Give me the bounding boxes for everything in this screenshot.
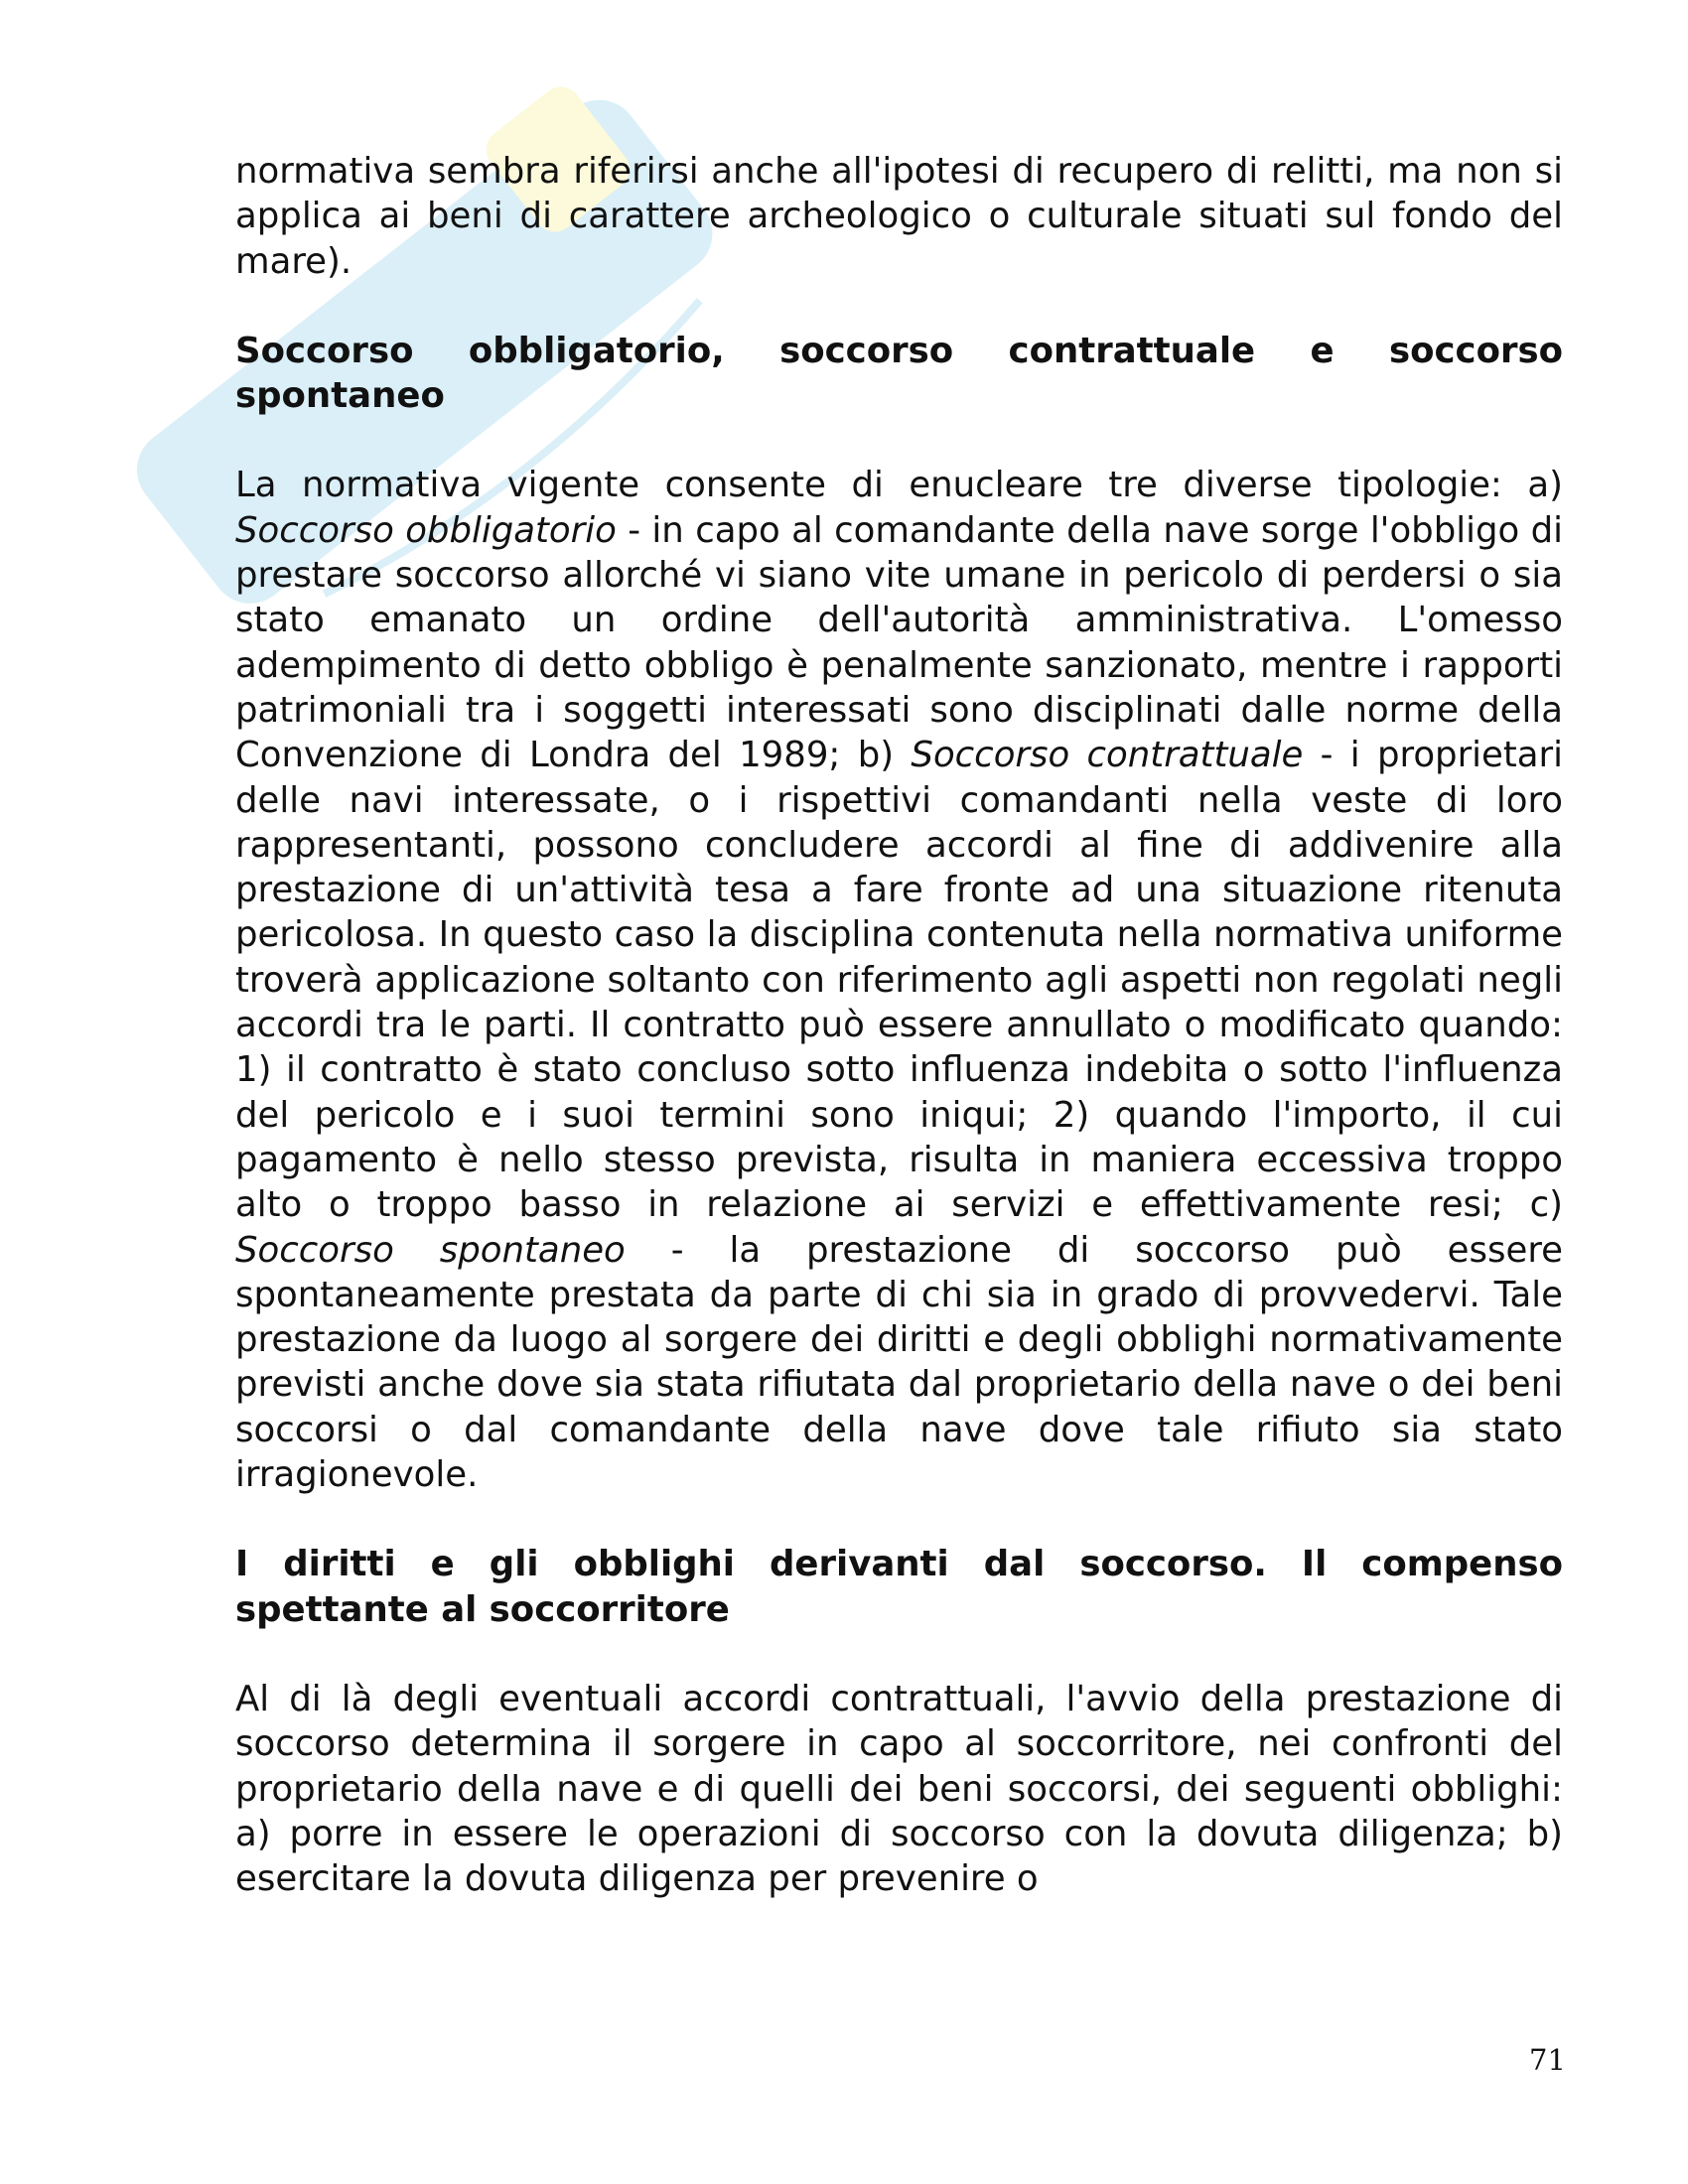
soccorso-types-paragraph	[235, 463, 1563, 1497]
text-run: - in capo al comandante della nave sorge l'obbligo di prestare soccorso allorché vi siano vite umane in pericolo di perdersi o sia stato emanato un ordine dell'autorità amministrativa. L'omesso adempimento di detto obbligo è penalmente sanzionato, mentre i rapporti patrimoniali tra i soggetti interessati sono disciplinati dalle norme della Convenzione di Londra del 1989; b)	[235, 509, 1563, 776]
page-content	[235, 149, 1563, 1901]
section-heading-diritti-obblighi: I diritti e gli obblighi derivanti dal soccorso. Il compenso spettante al soccorritore	[235, 1544, 1563, 1630]
text-run: - la prestazione di soccorso può essere spontaneamente prestata da parte di chi sia in grado di provvedervi. Tale prestazione da luogo al sorgere dei diritti e degli obblighi normativamente previsti anche dove sia stata rifiutata dal proprietario della nave o dei beni soccorsi o dal comandante della nave dove tale rifiuto sia stato irragionevole.	[235, 1229, 1563, 1496]
text-run: - i proprietari delle navi interessate, o i rispettivi comandanti nella veste di loro rappresentanti, possono concludere accordi al fine di addivenire alla prestazione di un'attività tesa a fare fronte ad una situazione ritenuta pericolosa. In questo caso la disciplina contenuta nella normativa uniforme troverà applicazione soltanto con riferimento agli aspetti non regolati negli accordi tra le parti. Il contratto può essere annullato o modificato quando: 1) il contratto è stato concluso sotto influenza indebita o sotto l'influenza del pericolo e i suoi termini sono iniqui; 2) quando l'importo, il cui pagamento è nello stesso prevista, risulta in maniera eccessiva troppo alto o troppo basso in relazione ai servizi e effettivamente resi; c)	[235, 735, 1564, 1226]
term-soccorso-contrattuale: Soccorso contrattuale	[911, 735, 1304, 776]
term-soccorso-obbligatorio: Soccorso obbligatorio	[235, 509, 617, 551]
diritti-obblighi-paragraph: Al di là degli eventuali accordi contrattuali, l'avvio della prestazione di soccorso determina il sorgere in capo al soccorritore, nei confronti del proprietario della nave e di quelli dei beni soccorsi, dei seguenti obblighi: a) porre in essere le operazioni di soccorso con la dovuta diligenza; b) esercitare la dovuta diligenza per prevenire o	[235, 1678, 1563, 1900]
text-run: La normativa vigente consente di enucleare tre diverse tipologie: a)	[235, 465, 1563, 506]
section-heading-soccorso-types: Soccorso obbligatorio, soccorso contrattuale e soccorso spontaneo	[235, 330, 1563, 417]
page-number: 71	[1529, 2043, 1566, 2077]
term-soccorso-spontaneo: Soccorso spontaneo	[235, 1229, 626, 1271]
intro-paragraph: normativa sembra riferirsi anche all'ipotesi di recupero di relitti, ma non si applica ai beni di carattere archeologico o culturale situati sul fondo del mare).	[235, 151, 1563, 282]
